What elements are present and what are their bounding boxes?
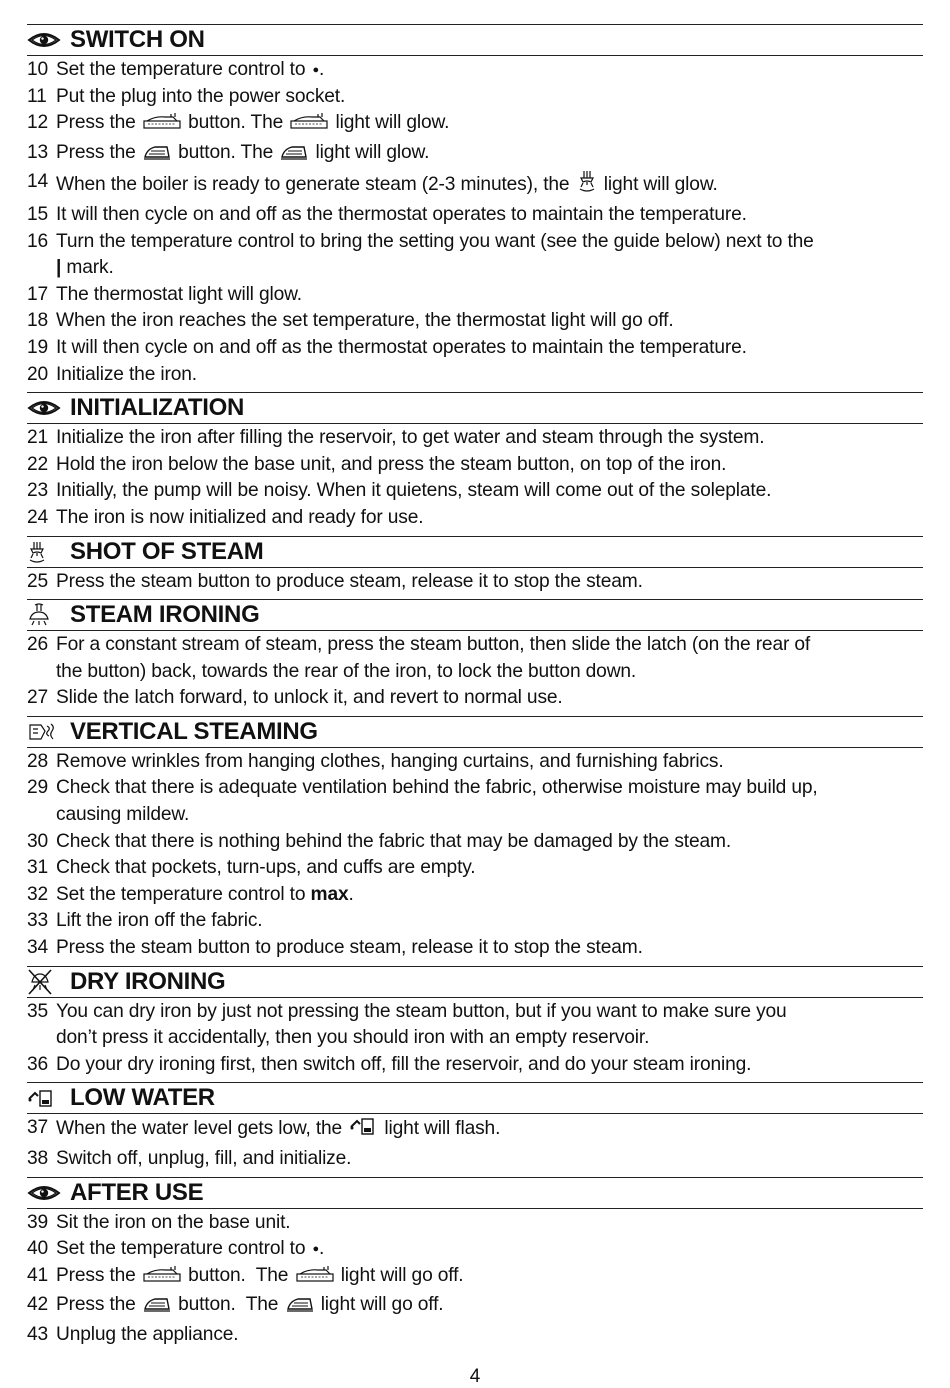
section-title: LOW WATER	[70, 1084, 215, 1112]
step-item	[27, 308, 923, 335]
base-unit-icon	[290, 113, 328, 140]
section-dry-ironing	[27, 966, 923, 1083]
step-text-segment: The iron is now initialized and ready for use.	[56, 506, 424, 528]
step-item	[27, 362, 923, 389]
step-text-segment: light will go off.	[315, 1294, 444, 1316]
step-item	[27, 775, 923, 802]
steam-shot-icon	[577, 169, 597, 202]
step-text-segment: When the water level gets low, the	[56, 1118, 348, 1140]
step-item	[27, 202, 923, 229]
step-item	[27, 255, 923, 282]
section-title: SWITCH ON	[70, 26, 205, 53]
step-text	[56, 335, 923, 362]
step-number	[27, 255, 56, 282]
step-number: 24	[27, 506, 49, 528]
section-low-water	[27, 1082, 923, 1176]
section-header	[27, 1177, 923, 1209]
base-unit-icon	[296, 1266, 334, 1293]
step-list	[27, 1114, 923, 1176]
step-item	[27, 84, 923, 111]
step-item	[27, 685, 923, 712]
section-header	[27, 599, 923, 631]
iron-icon	[143, 1295, 171, 1322]
step-text	[56, 1263, 923, 1293]
step-number: 22	[27, 453, 49, 475]
step-text	[56, 425, 923, 452]
step-text-segment: Slide the latch forward, to unlock it, and revert to normal use.	[56, 687, 563, 709]
step-text-segment: .	[319, 1238, 325, 1260]
step-item	[27, 659, 923, 686]
dot-setting-icon: ●	[312, 64, 320, 76]
step-text	[56, 908, 923, 935]
step-item	[27, 1052, 923, 1079]
step-number: 28	[27, 750, 49, 772]
section-title: VERTICAL STEAMING	[70, 717, 318, 745]
step-text-segment: Press the	[56, 1264, 141, 1286]
step-number: 39	[27, 1211, 49, 1233]
step-text-segment: Set the temperature control to	[56, 59, 311, 80]
instruction-page	[27, 24, 923, 1353]
step-number: 23	[27, 480, 49, 502]
step-text	[56, 255, 923, 282]
step-text	[56, 1146, 923, 1173]
step-item	[27, 478, 923, 505]
step-text-segment: the button) back, towards the rear of the iron, to lock the button down.	[56, 660, 637, 682]
steam-shot-icon	[27, 538, 63, 566]
step-text-segment: .	[348, 883, 354, 905]
step-text	[56, 505, 923, 532]
step-text	[56, 202, 923, 229]
step-text	[56, 659, 923, 686]
step-item	[27, 632, 923, 659]
step-text-segment: Set the temperature control to	[56, 1238, 311, 1260]
iron-icon	[286, 1295, 314, 1322]
step-text	[56, 57, 923, 84]
step-item	[27, 829, 923, 856]
step-text-segment: Press the	[56, 112, 141, 134]
step-text	[56, 1210, 923, 1237]
step-number: 20	[27, 363, 49, 385]
step-number	[27, 659, 56, 686]
step-text-segment: Remove wrinkles from hanging clothes, hanging curtains, and furnishing fabrics.	[56, 750, 724, 772]
step-item	[27, 505, 923, 532]
section-header	[27, 392, 923, 424]
eye-icon	[27, 394, 63, 422]
step-item	[27, 1322, 923, 1349]
step-item	[27, 1292, 923, 1322]
step-text	[56, 749, 923, 776]
step-text-segment: Sit the iron on the base unit.	[56, 1211, 291, 1233]
step-text-segment: light will glow.	[330, 112, 450, 134]
section-after-use	[27, 1177, 923, 1353]
step-item	[27, 882, 923, 909]
step-text-segment: light will glow.	[310, 141, 430, 163]
step-text-segment: Press the steam button to produce steam, release it to stop the steam.	[56, 570, 643, 592]
step-item	[27, 335, 923, 362]
step-text-segment: Press the	[56, 1294, 141, 1316]
step-item	[27, 452, 923, 479]
step-text	[56, 478, 923, 505]
step-text-segment: button. The	[172, 1294, 284, 1316]
iron-icon	[280, 143, 308, 170]
step-item	[27, 1236, 923, 1263]
bold-term: |	[56, 257, 62, 279]
step-text-segment: Check that there is adequate ventilation behind the fabric, otherwise moisture may build up,	[56, 777, 818, 799]
step-text-segment: causing mildew.	[56, 804, 190, 826]
step-text-segment: The thermostat light will glow.	[56, 283, 302, 305]
section-header	[27, 24, 923, 56]
step-item	[27, 999, 923, 1026]
eye-icon	[27, 26, 63, 54]
step-list	[27, 1209, 923, 1353]
step-text-segment: Check that pockets, turn-ups, and cuffs are empty.	[56, 857, 476, 879]
step-text-segment: button. The	[172, 141, 279, 163]
step-text-segment: Press the steam button to produce steam, release it to stop the steam.	[56, 937, 643, 959]
step-text	[56, 1236, 923, 1263]
step-text	[56, 829, 923, 856]
step-number: 19	[27, 336, 49, 358]
step-item	[27, 282, 923, 309]
step-text	[56, 569, 923, 596]
section-header	[27, 716, 923, 748]
section-title: DRY IRONING	[70, 967, 226, 995]
bold-term: max	[310, 883, 349, 905]
step-item	[27, 229, 923, 256]
step-text-segment: Turn the temperature control to bring the setting you want (see the guide below) next to the	[56, 230, 814, 252]
step-number: 34	[27, 937, 49, 959]
step-number: 11	[27, 85, 47, 107]
step-list	[27, 631, 923, 716]
step-number: 38	[27, 1148, 49, 1169]
step-item	[27, 908, 923, 935]
section-header	[27, 1082, 923, 1114]
step-text	[56, 1322, 923, 1349]
step-text-segment: button. The	[182, 112, 289, 134]
step-text	[56, 632, 923, 659]
section-title: STEAM IRONING	[70, 601, 260, 629]
step-number: 15	[27, 203, 49, 225]
step-text	[56, 935, 923, 962]
step-item	[27, 1210, 923, 1237]
step-item	[27, 1025, 923, 1052]
step-text-segment: For a constant stream of steam, press the steam button, then slide the latch (on the rear of	[56, 634, 811, 656]
iron-icon	[143, 143, 171, 170]
step-text	[56, 1115, 923, 1146]
step-item	[27, 1146, 923, 1173]
step-text-segment: When the iron reaches the set temperature, the thermostat light will go off.	[56, 310, 674, 332]
step-text	[56, 110, 923, 140]
step-list	[27, 998, 923, 1083]
step-item	[27, 140, 923, 170]
step-number: 42	[27, 1294, 49, 1316]
section-title: SHOT OF STEAM	[70, 537, 264, 565]
step-item	[27, 110, 923, 140]
section-initialization	[27, 392, 923, 535]
step-text	[56, 140, 923, 170]
step-item	[27, 425, 923, 452]
step-item	[27, 569, 923, 596]
step-text-segment: Put the plug into the power socket.	[56, 85, 346, 107]
step-text-segment: It will then cycle on and off as the thermostat operates to maintain the temperature.	[56, 203, 747, 225]
step-list	[27, 56, 923, 392]
step-number: 35	[27, 1000, 49, 1022]
step-text	[56, 855, 923, 882]
step-text-segment: Press the	[56, 141, 141, 163]
step-text-segment: .	[319, 59, 325, 80]
steam-iron-icon	[27, 601, 63, 629]
step-item	[27, 57, 923, 84]
step-item	[27, 935, 923, 962]
step-number: 10	[27, 59, 49, 80]
step-text-segment: Lift the iron off the fabric.	[56, 910, 263, 932]
step-text	[56, 1292, 923, 1322]
step-text-segment: light will go off.	[335, 1264, 464, 1286]
step-text	[56, 685, 923, 712]
base-unit-icon	[143, 1266, 181, 1293]
step-text-segment: mark.	[61, 257, 114, 279]
step-text	[56, 84, 923, 111]
step-text	[56, 999, 923, 1026]
step-number: 40	[27, 1238, 49, 1260]
step-item	[27, 1115, 923, 1146]
step-text-segment: button. The	[182, 1264, 294, 1286]
step-number: 12	[27, 112, 49, 134]
base-unit-icon	[143, 113, 181, 140]
step-number: 36	[27, 1053, 49, 1075]
step-text-segment: Switch off, unplug, fill, and initialize.	[56, 1148, 352, 1169]
section-title: INITIALIZATION	[70, 394, 244, 422]
step-number: 27	[27, 687, 49, 709]
step-number	[27, 802, 56, 829]
step-text-segment: Hold the iron below the base unit, and press the steam button, on top of the iron.	[56, 453, 727, 475]
section-header	[27, 966, 923, 998]
step-text	[56, 1025, 923, 1052]
step-number: 32	[27, 883, 49, 905]
vertical-steam-icon	[27, 718, 63, 746]
step-text-segment: Initialize the iron after filling the reservoir, to get water and steam through the system.	[56, 427, 765, 449]
step-text-segment: When the boiler is ready to generate steam (2-3 minutes), the	[56, 174, 575, 196]
step-number: 37	[27, 1117, 49, 1139]
step-text-segment: Initially, the pump will be noisy. When it quietens, steam will come out of the soleplate.	[56, 480, 772, 502]
step-number: 29	[27, 777, 49, 799]
step-text	[56, 802, 923, 829]
step-number: 21	[27, 427, 49, 449]
step-number: 25	[27, 570, 49, 592]
step-text-segment: Set the temperature control to	[56, 883, 311, 905]
step-text-segment: Check that there is nothing behind the fabric that may be damaged by the steam.	[56, 830, 732, 852]
step-text	[56, 229, 923, 256]
step-text	[56, 308, 923, 335]
step-text-segment: light will glow.	[598, 174, 718, 196]
step-text-segment: You can dry iron by just not pressing the steam button, but if you want to make sure you	[56, 1000, 787, 1022]
step-number: 13	[27, 141, 49, 163]
step-list	[27, 568, 923, 600]
step-list	[27, 748, 923, 966]
eye-icon	[27, 1179, 63, 1207]
step-item	[27, 1263, 923, 1293]
step-item	[27, 749, 923, 776]
section-vertical-steaming	[27, 716, 923, 966]
step-item	[27, 169, 923, 202]
section-title: AFTER USE	[70, 1178, 204, 1206]
step-text	[56, 1052, 923, 1079]
step-text	[56, 362, 923, 389]
step-list	[27, 424, 923, 535]
step-text-segment: Do your dry ironing first, then switch off, fill the reservoir, and do your steam ironing.	[56, 1053, 752, 1075]
step-number: 33	[27, 910, 49, 932]
section-header	[27, 536, 923, 568]
no-steam-icon	[27, 968, 63, 996]
step-text	[56, 169, 923, 202]
section-steam-ironing	[27, 599, 923, 716]
step-number: 18	[27, 310, 49, 332]
low-water-icon	[27, 1084, 63, 1112]
step-text-segment: Unplug the appliance.	[56, 1323, 239, 1345]
step-text	[56, 282, 923, 309]
step-number: 26	[27, 634, 49, 656]
step-text	[56, 775, 923, 802]
step-text-segment: Initialize the iron.	[56, 363, 197, 385]
step-number	[27, 1025, 56, 1052]
step-number: 31	[27, 857, 49, 879]
page-number: 4	[469, 1366, 481, 1387]
step-number: 14	[27, 171, 49, 193]
step-number: 30	[27, 830, 49, 852]
step-text-segment: It will then cycle on and off as the thermostat operates to maintain the temperature.	[56, 336, 747, 358]
dot-setting-icon: ●	[312, 1243, 320, 1256]
step-number: 41	[27, 1264, 49, 1286]
step-number: 43	[27, 1323, 49, 1345]
step-text-segment: light will flash.	[379, 1118, 501, 1140]
step-item	[27, 802, 923, 829]
step-item	[27, 855, 923, 882]
step-number: 16	[27, 230, 49, 252]
step-text	[56, 452, 923, 479]
section-shot-of-steam	[27, 536, 923, 600]
section-switch-on	[27, 24, 923, 392]
step-number: 17	[27, 283, 49, 305]
step-text	[56, 882, 923, 909]
low-water-icon	[349, 1115, 377, 1146]
step-text-segment: don’t press it accidentally, then you should iron with an empty reservoir.	[56, 1027, 650, 1049]
